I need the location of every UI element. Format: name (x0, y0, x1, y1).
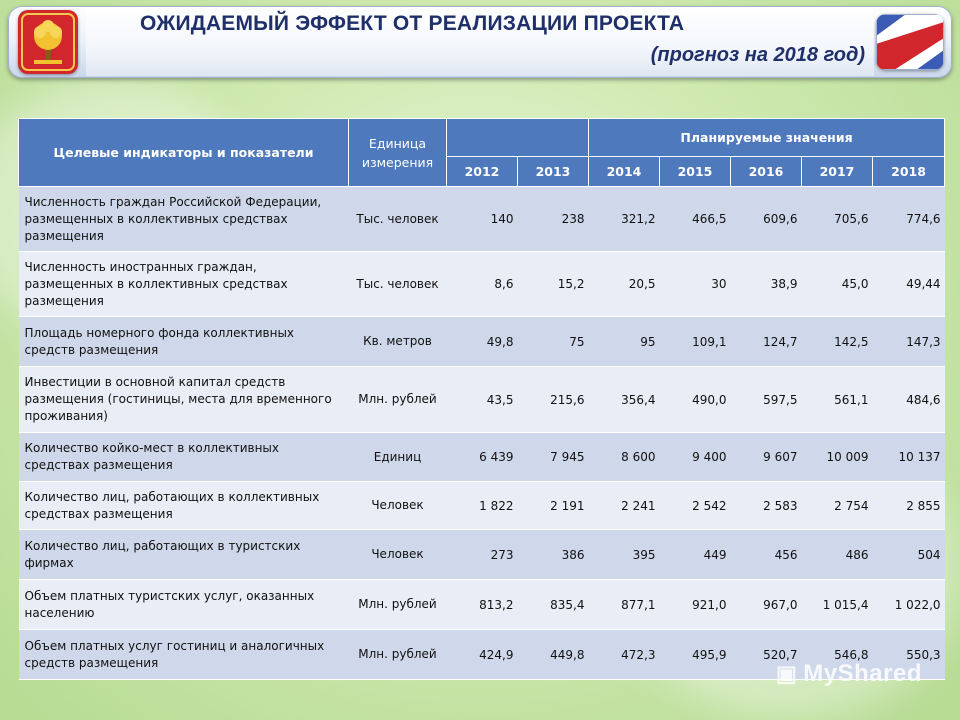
value-cell: 49,44 (873, 252, 945, 317)
value-cell: 466,5 (660, 187, 731, 252)
value-cell: 7 945 (518, 433, 589, 482)
value-cell: 1 822 (447, 482, 518, 530)
value-cell: 386 (518, 530, 589, 580)
value-cell: 273 (447, 530, 518, 580)
value-cell: 10 137 (873, 433, 945, 482)
unit-cell: Млн. рублей (349, 630, 447, 680)
value-cell: 49,8 (447, 317, 518, 367)
value-cell: 2 241 (589, 482, 660, 530)
page-subtitle: (прогноз на 2018 год) (650, 44, 865, 66)
unit-cell: Единиц (349, 433, 447, 482)
value-cell: 2 855 (873, 482, 945, 530)
header-planned: Планируемые значения (589, 119, 945, 157)
value-cell: 490,0 (660, 367, 731, 433)
value-cell: 2 754 (802, 482, 873, 530)
table-row (19, 367, 945, 433)
indicator-cell: Инвестиции в основной капитал средств размещения (гостиницы, места для временного проживания) (19, 367, 349, 433)
value-cell: 142,5 (802, 317, 873, 367)
value-cell: 1 022,0 (873, 580, 945, 630)
indicator-cell: Количество койко-мест в коллективных средствах размещения (19, 433, 349, 482)
value-cell: 43,5 (447, 367, 518, 433)
value-cell: 472,3 (589, 630, 660, 680)
value-cell: 597,5 (731, 367, 802, 433)
header-year: 2014 (589, 157, 660, 187)
indicators-table (18, 118, 945, 680)
unit-cell: Млн. рублей (349, 367, 447, 433)
header-year: 2015 (660, 157, 731, 187)
value-cell: 238 (518, 187, 589, 252)
unit-cell: Млн. рублей (349, 580, 447, 630)
value-cell: 877,1 (589, 580, 660, 630)
value-cell: 705,6 (802, 187, 873, 252)
value-cell: 215,6 (518, 367, 589, 433)
indicator-cell: Площадь номерного фонда коллективных средств размещения (19, 317, 349, 367)
header-blank (447, 119, 589, 157)
value-cell: 9 400 (660, 433, 731, 482)
value-cell: 75 (518, 317, 589, 367)
indicator-cell: Объем платных туристских услуг, оказанных населению (19, 580, 349, 630)
value-cell: 1 015,4 (802, 580, 873, 630)
value-cell: 550,3 (873, 630, 945, 680)
unit-cell: Человек (349, 482, 447, 530)
coat-of-arms-icon (18, 10, 78, 74)
value-cell: 45,0 (802, 252, 873, 317)
value-cell: 813,2 (447, 580, 518, 630)
unit-cell: Кв. метров (349, 317, 447, 367)
table-row (19, 252, 945, 317)
value-cell: 484,6 (873, 367, 945, 433)
table-row (19, 187, 945, 252)
value-cell: 20,5 (589, 252, 660, 317)
value-cell: 147,3 (873, 317, 945, 367)
value-cell: 921,0 (660, 580, 731, 630)
value-cell: 30 (660, 252, 731, 317)
value-cell: 356,4 (589, 367, 660, 433)
presentation-icon: ▣ (776, 661, 798, 686)
table-row (19, 482, 945, 530)
value-cell: 10 009 (802, 433, 873, 482)
value-cell: 424,9 (447, 630, 518, 680)
header-year: 2017 (802, 157, 873, 187)
value-cell: 2 191 (518, 482, 589, 530)
value-cell: 561,1 (802, 367, 873, 433)
header-year: 2012 (447, 157, 518, 187)
value-cell: 395 (589, 530, 660, 580)
value-cell: 835,4 (518, 580, 589, 630)
value-cell: 449,8 (518, 630, 589, 680)
value-cell: 449 (660, 530, 731, 580)
header-year: 2018 (873, 157, 945, 187)
value-cell: 109,1 (660, 317, 731, 367)
value-cell: 8 600 (589, 433, 660, 482)
table-row (19, 530, 945, 580)
header-year: 2013 (518, 157, 589, 187)
value-cell: 8,6 (447, 252, 518, 317)
value-cell: 495,9 (660, 630, 731, 680)
indicator-cell: Объем платных услуг гостиниц и аналогичных средств размещения (19, 630, 349, 680)
value-cell: 321,2 (589, 187, 660, 252)
value-cell: 2 542 (660, 482, 731, 530)
watermark-text: MyShared (803, 660, 922, 687)
value-cell: 2 583 (731, 482, 802, 530)
unit-cell: Тыс. человек (349, 187, 447, 252)
value-cell: 546,8 (802, 630, 873, 680)
header-unit: Единица измерения (349, 119, 447, 187)
indicator-cell: Количество лиц, работающих в коллективных средствах размещения (19, 482, 349, 530)
value-cell: 9 607 (731, 433, 802, 482)
value-cell: 6 439 (447, 433, 518, 482)
value-cell: 967,0 (731, 580, 802, 630)
value-cell: 609,6 (731, 187, 802, 252)
value-cell: 520,7 (731, 630, 802, 680)
regional-flag-icon (876, 14, 944, 70)
value-cell: 140 (447, 187, 518, 252)
value-cell: 15,2 (518, 252, 589, 317)
value-cell: 486 (802, 530, 873, 580)
unit-cell: Тыс. человек (349, 252, 447, 317)
value-cell: 124,7 (731, 317, 802, 367)
unit-cell: Человек (349, 530, 447, 580)
value-cell: 456 (731, 530, 802, 580)
table-row (19, 317, 945, 367)
indicator-cell: Количество лиц, работающих в туристских фирмах (19, 530, 349, 580)
page-title: ОЖИДАЕМЫЙ ЭФФЕКТ ОТ РЕАЛИЗАЦИИ ПРОЕКТА (140, 12, 685, 35)
value-cell: 38,9 (731, 252, 802, 317)
indicator-cell: Численность граждан Российской Федерации, размещенных в коллективных средствах размещения (19, 187, 349, 252)
indicator-cell: Численность иностранных граждан, размещенных в коллективных средствах размещения (19, 252, 349, 317)
header-indicator: Целевые индикаторы и показатели (19, 119, 349, 187)
table-row (19, 580, 945, 630)
value-cell: 95 (589, 317, 660, 367)
header-year: 2016 (731, 157, 802, 187)
watermark (776, 660, 922, 688)
value-cell: 504 (873, 530, 945, 580)
table-row (19, 433, 945, 482)
value-cell: 774,6 (873, 187, 945, 252)
